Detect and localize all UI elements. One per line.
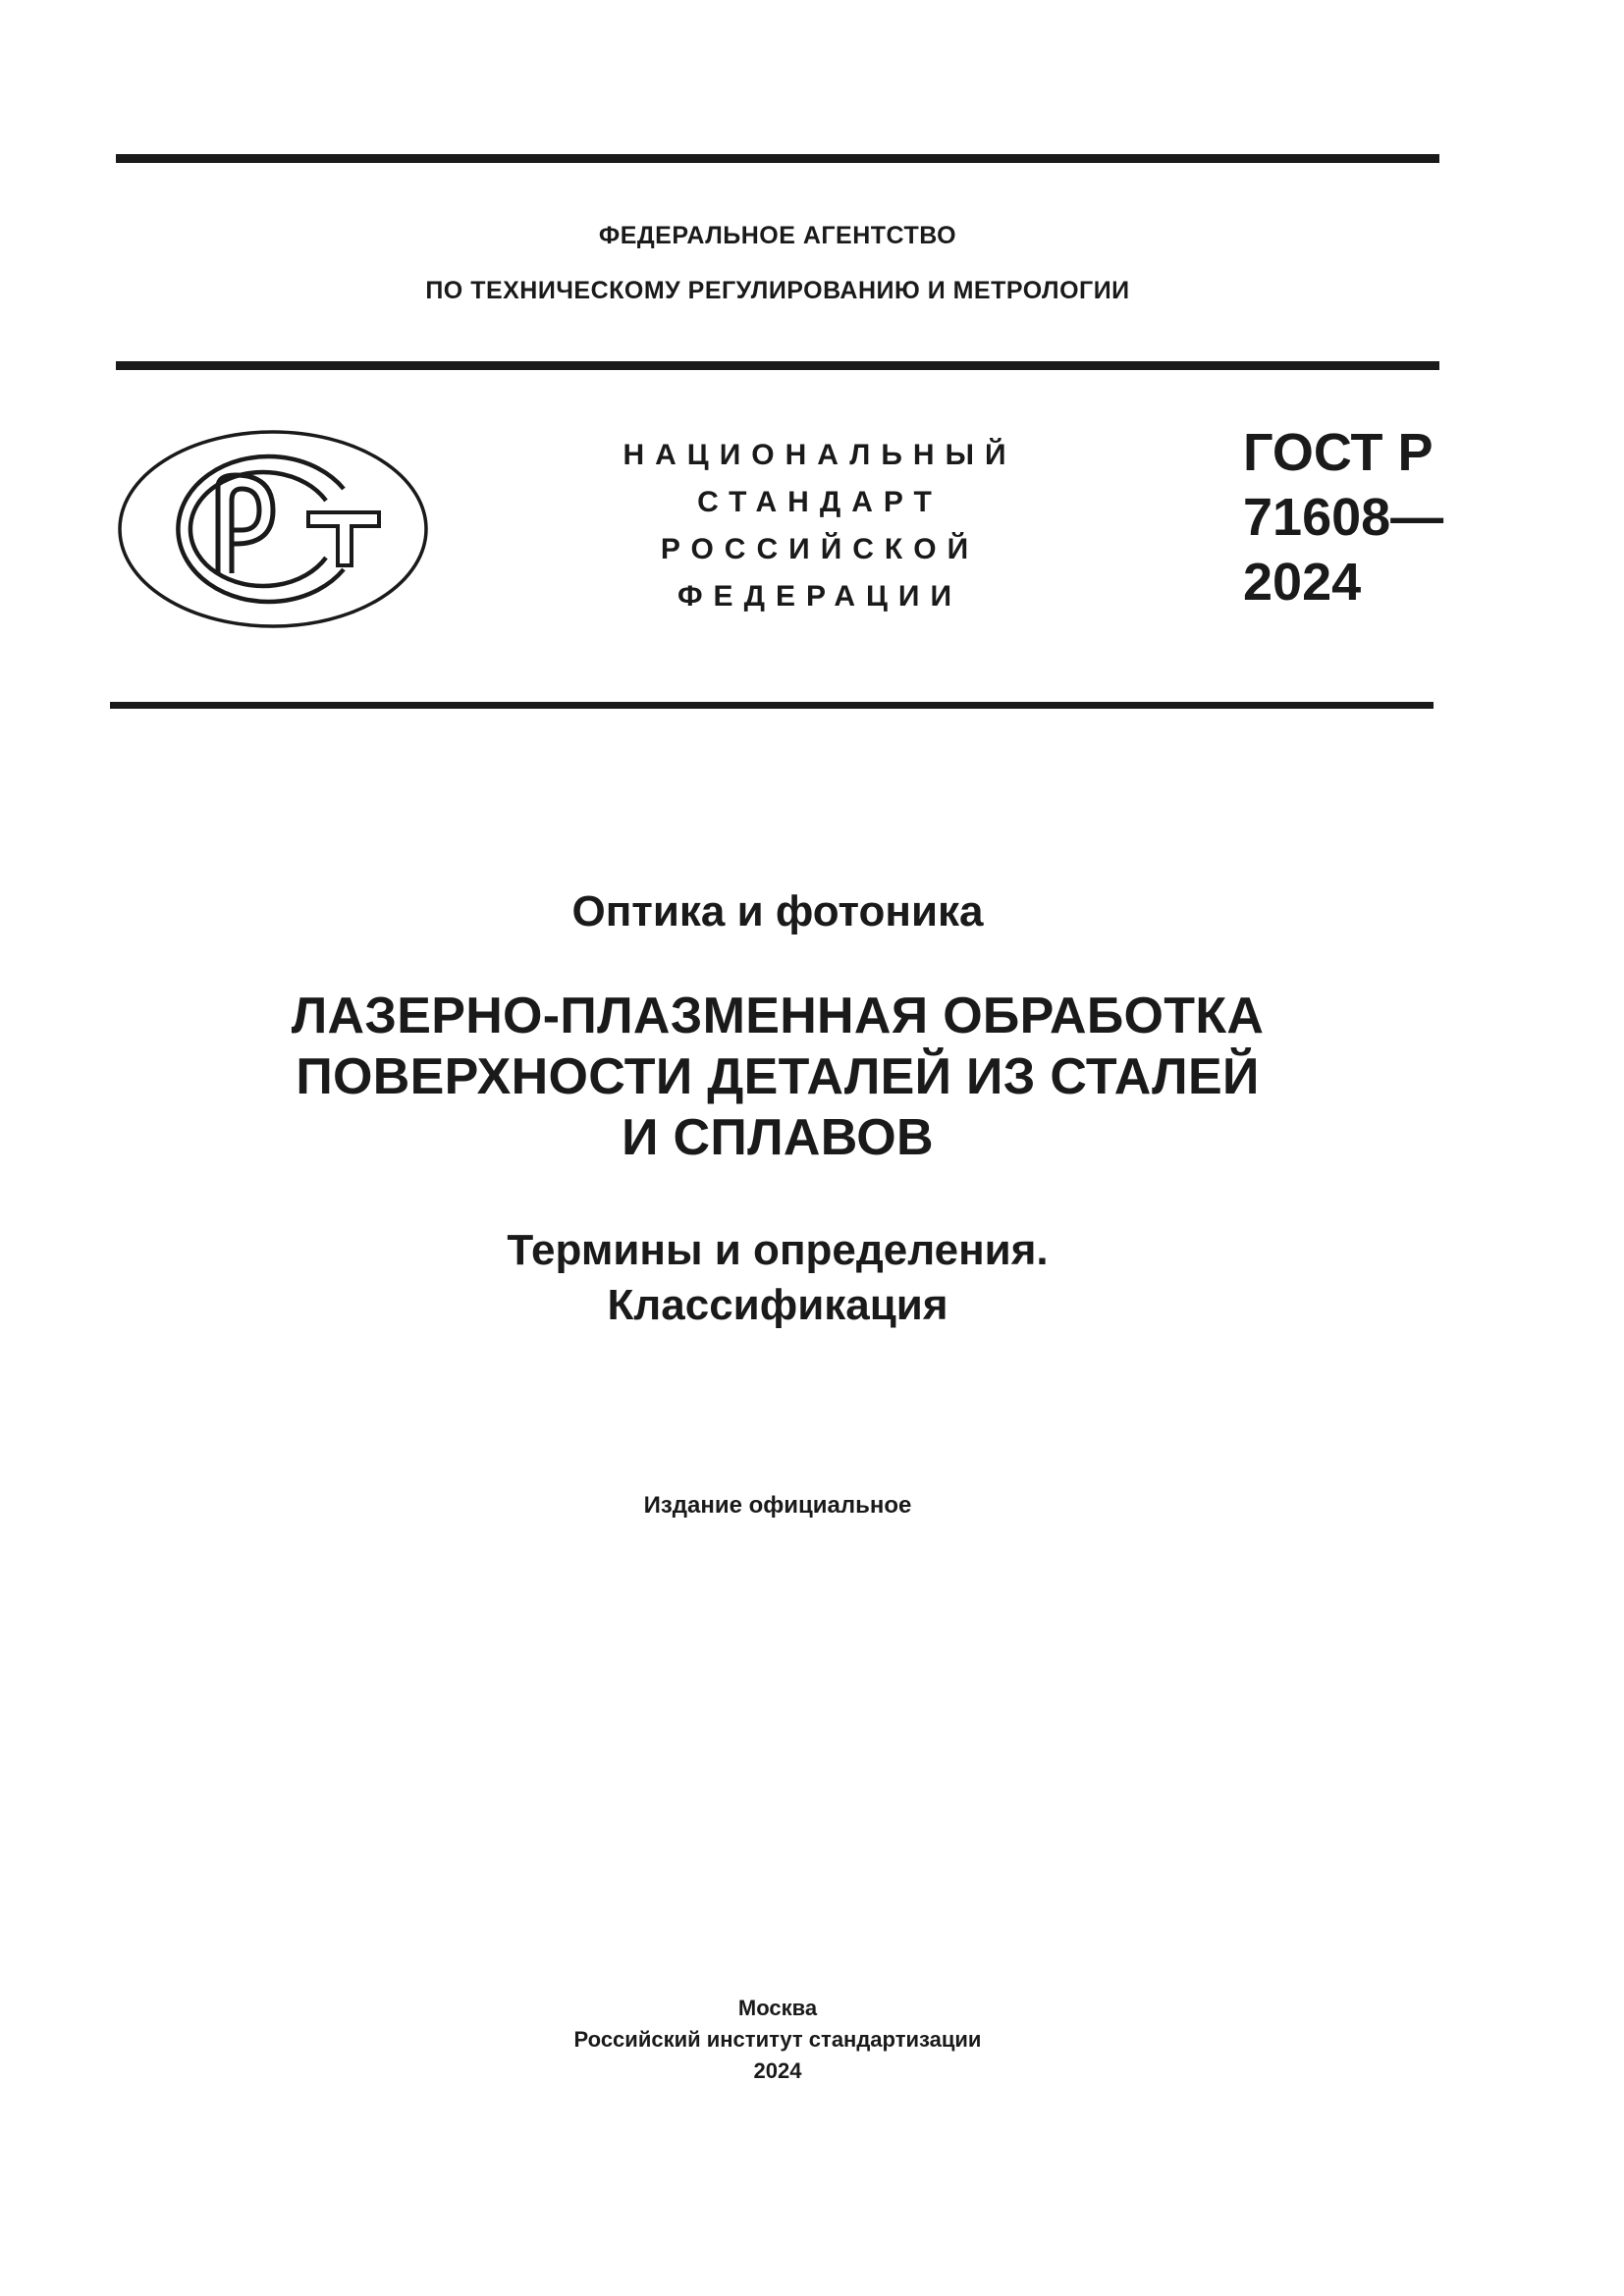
document-category: Оптика и фотоника <box>571 887 984 935</box>
title-line-1: ЛАЗЕРНО-ПЛАЗМЕННАЯ ОБРАБОТКА <box>291 988 1265 1044</box>
header-rule <box>116 361 1439 370</box>
document-title <box>116 986 1439 1168</box>
standard-type-line-4: ФЕДЕРАЦИИ <box>677 580 963 613</box>
standard-type-line-3: РОССИЙСКОЙ <box>660 533 980 565</box>
top-rule <box>116 154 1439 163</box>
agency-name-line-1: ФЕДЕРАЛЬНОЕ АГЕНТСТВО <box>598 222 957 249</box>
section-rule <box>110 702 1434 709</box>
designation-line-1: ГОСТ Р <box>1243 423 1434 482</box>
imprint-city: Москва <box>737 1996 818 2020</box>
standard-designation <box>1243 420 1443 614</box>
rst-emblem-icon <box>116 428 430 630</box>
title-line-3: И СПЛАВОВ <box>622 1109 934 1166</box>
document-subtitle <box>116 1223 1439 1333</box>
designation-line-2: 71608— <box>1243 488 1444 547</box>
standard-type-line-2: СТАНДАРТ <box>697 486 943 518</box>
designation-line-3: 2024 <box>1243 553 1362 612</box>
edition-label: Издание официальное <box>643 1492 912 1519</box>
imprint <box>116 1993 1439 2087</box>
standard-type-line-1: НАЦИОНАЛЬНЫЙ <box>623 439 1017 471</box>
subtitle-line-2: Классификация <box>607 1281 948 1329</box>
title-line-2: ПОВЕРХНОСТИ ДЕТАЛЕЙ ИЗ СТАЛЕЙ <box>296 1048 1260 1105</box>
standard-type <box>589 432 1051 620</box>
imprint-publisher: Российский институт стандартизации <box>573 2027 982 2052</box>
subtitle-line-1: Термины и определения. <box>507 1226 1049 1274</box>
agency-name-line-2: ПО ТЕХНИЧЕСКОМУ РЕГУЛИРОВАНИЮ И МЕТРОЛОГИИ <box>425 277 1130 304</box>
imprint-year: 2024 <box>753 2058 802 2083</box>
